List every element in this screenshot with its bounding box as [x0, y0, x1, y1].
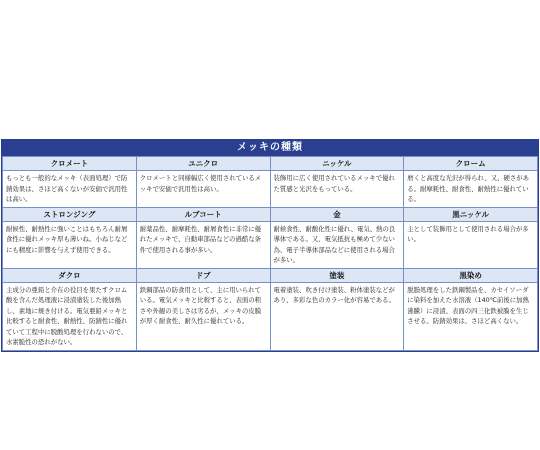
header-row	[3, 207, 538, 221]
type-description: 耐候性、耐熱性に強いことはもちろん耐屑食性に優れメッキ厚も薄いね。小ねじなどにも精度に影響を与えず使用できる。	[3, 221, 137, 268]
type-description: 装飾用に広く使用されているメッキで優れた質感と光沢をもっている。	[270, 171, 404, 208]
type-description: 電着塗装、吹き付け塗装、粉体塗装などがあり、多彩な色のカラー化が容易である。	[270, 282, 404, 350]
type-description: 磨くと高度な光沢が得られ、又、硬さがある。耐摩耗性、耐食性、耐熱性に優れている。	[404, 171, 538, 208]
type-description: 耐薬品性、耐摩耗性、耐屑食性に非常に優れたメッキで、自動車部品などの過酷な条件で使用される事が多い。	[136, 221, 270, 268]
type-header: 黒ニッケル	[404, 207, 538, 221]
type-header: ニッケル	[270, 157, 404, 171]
type-header: ドブ	[136, 268, 270, 282]
header-row	[3, 157, 538, 171]
description-row	[3, 171, 538, 208]
type-header: ユニクロ	[136, 157, 270, 171]
header-row	[3, 268, 538, 282]
description-row	[3, 282, 538, 350]
type-header: ルブコート	[136, 207, 270, 221]
type-header: 金	[270, 207, 404, 221]
description-row	[3, 221, 538, 268]
panel-title: メッキの種類	[2, 140, 538, 156]
type-header: ダクロ	[3, 268, 137, 282]
type-header: 塗装	[270, 268, 404, 282]
type-header: 黒染め	[404, 268, 538, 282]
type-description: 耐候食性、耐酸化性に優れ、電気、熱の良導体である。又、電気抵抗も極めて少ない為、電子半導体部品などに使用される場合が多い。	[270, 221, 404, 268]
plating-types-panel	[1, 139, 539, 352]
type-header: クロメート	[3, 157, 137, 171]
type-header: クローム	[404, 157, 538, 171]
type-description: 脱脂処理をした鉄鋼製品を、カセイソーダに染料を加えた水溶液（140℃前後に加熱沸騰）に浸漬、表面の四三化鉄被膜を生じさせる。防錆効果は、さほど高くない。	[404, 282, 538, 350]
plating-table	[2, 156, 538, 351]
type-description: もっとも一般的なメッキ（表面処理）で防錆効果は、さほど高くないが安価で汎用性は高い。	[3, 171, 137, 208]
type-description: 主成分の亜鉛と介在の役目を果たすクロム酸を含んだ処理液に浸漬塗装した後加熱し、素地に焼き付ける。電気亜鉛メッキと比較すると耐食性、耐熱性、防錆性に優れていて工程中に脱酸処理を行わないので、水素脆性の恐れがない。	[3, 282, 137, 350]
type-header: ストロンジング	[3, 207, 137, 221]
type-description: 主として装飾用として使用される場合が多い。	[404, 221, 538, 268]
type-description: クロメートと同様幅広く使用されているメッキで安価で汎用性は高い。	[136, 171, 270, 208]
type-description: 鉄鋼部品の防食用として、主に用いられている。電気メッキと比較すると、表面の粗さや外観の美しさは劣るが、メッキの皮膜が厚く耐食性、耐久性に優れている。	[136, 282, 270, 350]
